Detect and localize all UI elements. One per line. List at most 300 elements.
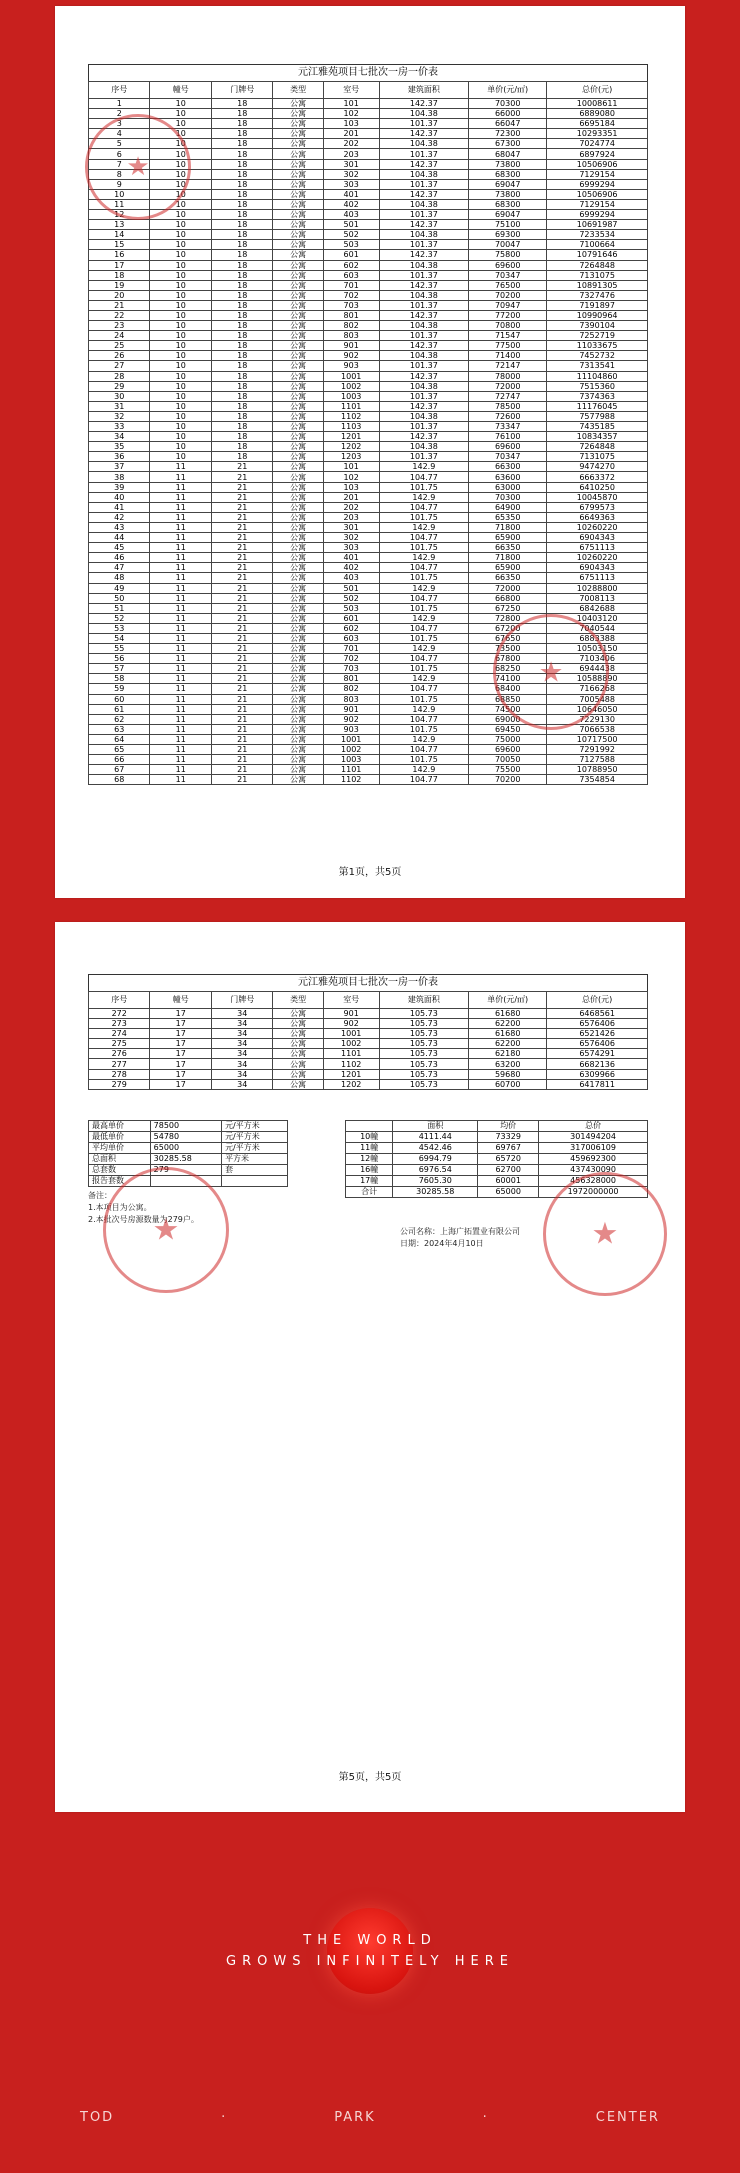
company-seal-stamp: ★ [85, 114, 191, 220]
table-cell: 公寓 [273, 482, 323, 492]
summary-cell: 279 [150, 1165, 221, 1176]
summary-row [89, 1132, 288, 1143]
table-cell: 21 [211, 714, 272, 724]
table-cell: 10788950 [547, 765, 648, 775]
summary-cell: 437430090 [539, 1165, 648, 1176]
table-cell: 11 [150, 664, 211, 674]
table-cell: 7233534 [547, 230, 648, 240]
summary-cell: 元/平方米 [222, 1121, 288, 1132]
summary-cell: 17幢 [346, 1176, 393, 1187]
table-cell: 6904343 [547, 563, 648, 573]
table-cell: 公寓 [273, 734, 323, 744]
table-cell: 70050 [469, 755, 547, 765]
table-cell: 101.37 [379, 422, 468, 432]
table-cell: 21 [211, 633, 272, 643]
table-cell: 142.37 [379, 371, 468, 381]
table-cell: 10 [150, 169, 211, 179]
table-cell: 68300 [469, 199, 547, 209]
table-cell: 1102 [323, 411, 379, 421]
table-cell: 21 [211, 573, 272, 583]
column-header: 幢号 [150, 82, 211, 99]
tagline-word: CENTER [595, 2110, 660, 2125]
table-cell: 公寓 [273, 512, 323, 522]
table-cell: 公寓 [273, 1069, 323, 1079]
table-cell: 10 [150, 401, 211, 411]
table-cell: 301 [323, 159, 379, 169]
table-cell: 7390104 [547, 321, 648, 331]
table-cell: 70347 [469, 270, 547, 280]
table-row [89, 765, 648, 775]
table-cell: 59680 [469, 1069, 547, 1079]
summary-cell: 元/平方米 [222, 1143, 288, 1154]
table-cell: 公寓 [273, 472, 323, 482]
table-cell: 35 [89, 442, 150, 452]
table-cell: 11 [150, 755, 211, 765]
table-cell: 403 [323, 573, 379, 583]
table-row [89, 734, 648, 744]
table-row [89, 462, 648, 472]
table-cell: 279 [89, 1079, 150, 1089]
table-cell: 402 [323, 199, 379, 209]
table-cell: 7131075 [547, 270, 648, 280]
table-cell: 10 [150, 149, 211, 159]
table-cell: 11 [150, 593, 211, 603]
table-cell: 142.9 [379, 644, 468, 654]
table-cell: 公寓 [273, 1049, 323, 1059]
table-cell: 7008113 [547, 593, 648, 603]
table-cell: 703 [323, 300, 379, 310]
table-cell: 53 [89, 623, 150, 633]
price-table-5 [88, 974, 648, 1090]
table-cell: 802 [323, 684, 379, 694]
table-cell: 公寓 [273, 684, 323, 694]
table-cell: 67650 [469, 633, 547, 643]
table-cell: 4 [89, 129, 150, 139]
table-row [89, 533, 648, 543]
table-cell: 51 [89, 603, 150, 613]
table-cell: 54 [89, 633, 150, 643]
summary-cell: 元/平方米 [222, 1132, 288, 1143]
table-cell: 55 [89, 644, 150, 654]
table-cell: 1102 [323, 775, 379, 785]
table-cell: 7024774 [547, 139, 648, 149]
table-cell: 21 [211, 644, 272, 654]
column-header: 总价(元) [547, 82, 648, 99]
page-number: 第5页，共5页 [338, 1772, 402, 1783]
table-cell: 71547 [469, 331, 547, 341]
table-cell: 1102 [323, 1059, 379, 1069]
table-cell: 17 [150, 1049, 211, 1059]
table-cell: 103 [323, 119, 379, 129]
table-cell: 49 [89, 583, 150, 593]
table-cell: 603 [323, 270, 379, 280]
table-cell: 9474270 [547, 462, 648, 472]
table-cell: 601 [323, 613, 379, 623]
table-cell: 69450 [469, 724, 547, 734]
table-cell: 101 [323, 462, 379, 472]
table-cell: 公寓 [273, 492, 323, 502]
summary-cell: 30285.58 [393, 1187, 478, 1198]
table-cell: 18 [211, 99, 272, 109]
table-cell: 65 [89, 745, 150, 755]
table-cell: 34 [211, 1059, 272, 1069]
table-cell: 101 [323, 99, 379, 109]
summary-cell: 301494204 [539, 1132, 648, 1143]
table-cell: 公寓 [273, 149, 323, 159]
table-cell: 6751113 [547, 573, 648, 583]
table-cell: 10 [150, 99, 211, 109]
table-cell: 43 [89, 522, 150, 532]
table-cell: 公寓 [273, 119, 323, 129]
table-cell: 10008611 [547, 99, 648, 109]
table-cell: 11 [150, 512, 211, 522]
table-cell: 68400 [469, 684, 547, 694]
table-cell: 18 [211, 442, 272, 452]
table-cell: 11 [150, 502, 211, 512]
table-cell: 601 [323, 250, 379, 260]
summary-row [89, 1121, 288, 1132]
table-cell: 142.9 [379, 704, 468, 714]
table-cell: 73347 [469, 422, 547, 432]
table-cell: 58 [89, 674, 150, 684]
table-cell: 17 [150, 1009, 211, 1019]
table-cell: 公寓 [273, 1009, 323, 1019]
table-cell: 29 [89, 381, 150, 391]
table-cell: 72747 [469, 391, 547, 401]
table-row [89, 240, 648, 250]
table-cell: 142.9 [379, 613, 468, 623]
table-cell: 74100 [469, 674, 547, 684]
table-cell: 101.37 [379, 300, 468, 310]
note-line: 1.本项目为公寓。 [88, 1203, 152, 1212]
table-cell: 68300 [469, 169, 547, 179]
table-cell: 1003 [323, 391, 379, 401]
table-cell: 76500 [469, 280, 547, 290]
table-cell: 104.38 [379, 381, 468, 391]
table-cell: 21 [211, 502, 272, 512]
table-cell: 公寓 [273, 331, 323, 341]
table-cell: 10 [150, 310, 211, 320]
table-cell: 10 [150, 109, 211, 119]
table-cell: 34 [211, 1019, 272, 1029]
column-header: 序号 [89, 992, 150, 1009]
table-cell: 277 [89, 1059, 150, 1069]
table-cell: 105.73 [379, 1029, 468, 1039]
column-header: 单价(元/㎡) [469, 82, 547, 99]
table-cell: 公寓 [273, 775, 323, 785]
table-cell: 42 [89, 512, 150, 522]
table-cell: 72000 [469, 583, 547, 593]
table-cell: 101.37 [379, 391, 468, 401]
notes-label: 备注： [88, 1191, 112, 1200]
table-row [89, 563, 648, 573]
table-cell: 公寓 [273, 543, 323, 553]
table-cell: 903 [323, 361, 379, 371]
table-cell: 6682136 [547, 1059, 648, 1069]
table-cell: 10260220 [547, 522, 648, 532]
table-cell: 105.73 [379, 1079, 468, 1089]
table-cell: 10834357 [547, 432, 648, 442]
table-row [89, 442, 648, 452]
slogan-line-1: THE WORLD [303, 1933, 437, 1948]
table-cell: 11 [150, 563, 211, 573]
table-cell: 21 [211, 755, 272, 765]
table-cell: 201 [323, 129, 379, 139]
table-cell: 11 [150, 745, 211, 755]
table-cell: 52 [89, 613, 150, 623]
table-cell: 10 [150, 159, 211, 169]
table-row [89, 371, 648, 381]
table-cell: 69047 [469, 179, 547, 189]
table-row [89, 472, 648, 482]
table-cell: 公寓 [273, 391, 323, 401]
table-cell: 公寓 [273, 300, 323, 310]
table-cell: 902 [323, 714, 379, 724]
column-header: 建筑面积 [379, 992, 468, 1009]
table-cell: 公寓 [273, 603, 323, 613]
table-cell: 301 [323, 522, 379, 532]
table-cell: 21 [211, 603, 272, 613]
table-cell: 101.37 [379, 119, 468, 129]
table-cell: 202 [323, 502, 379, 512]
table-cell: 10 [150, 179, 211, 189]
table-cell: 18 [211, 109, 272, 119]
table-cell: 公寓 [273, 664, 323, 674]
table-cell: 公寓 [273, 381, 323, 391]
table-cell: 75000 [469, 734, 547, 744]
tagline-separator: · [221, 2110, 228, 2125]
column-header: 总价(元) [547, 992, 648, 1009]
table-cell: 1101 [323, 765, 379, 775]
table-cell: 17 [150, 1069, 211, 1079]
table-cell: 104.77 [379, 775, 468, 785]
table-cell: 公寓 [273, 563, 323, 573]
table-cell: 72147 [469, 361, 547, 371]
table-cell: 69000 [469, 714, 547, 724]
table-cell: 6999294 [547, 179, 648, 189]
table-cell: 公寓 [273, 765, 323, 775]
table-cell: 21 [211, 593, 272, 603]
table-cell: 18 [211, 250, 272, 260]
table-cell: 10 [150, 290, 211, 300]
table-cell: 7040544 [547, 623, 648, 633]
table-cell: 77200 [469, 310, 547, 320]
table-cell: 7515360 [547, 381, 648, 391]
table-cell: 142.9 [379, 583, 468, 593]
summary-cell: 7605.30 [393, 1176, 478, 1187]
table-cell: 11 [150, 734, 211, 744]
table-cell: 1101 [323, 401, 379, 411]
table-cell: 66 [89, 755, 150, 765]
table-cell: 101.75 [379, 543, 468, 553]
table-cell: 18 [211, 260, 272, 270]
table-cell: 67250 [469, 603, 547, 613]
table-cell: 22 [89, 310, 150, 320]
table-cell: 142.37 [379, 432, 468, 442]
table-cell: 公寓 [273, 321, 323, 331]
price-table-grid [88, 991, 648, 1090]
table-cell: 67200 [469, 623, 547, 633]
table-cell: 18 [211, 189, 272, 199]
table-cell: 7374363 [547, 391, 648, 401]
table-cell: 11 [150, 522, 211, 532]
table-cell: 1002 [323, 381, 379, 391]
issue-date: 日期：2024年4月10日 [400, 1239, 484, 1248]
table-cell: 14 [89, 230, 150, 240]
table-cell: 11 [150, 633, 211, 643]
table-cell: 38 [89, 472, 150, 482]
table-cell: 公寓 [273, 310, 323, 320]
table-cell: 11 [150, 714, 211, 724]
table-cell: 10 [150, 250, 211, 260]
table-cell: 64 [89, 734, 150, 744]
table-cell: 902 [323, 351, 379, 361]
table-cell: 142.37 [379, 280, 468, 290]
table-cell: 105.73 [379, 1069, 468, 1079]
table-cell: 10 [150, 240, 211, 250]
table-cell: 11 [150, 775, 211, 785]
table-cell: 76100 [469, 432, 547, 442]
table-cell: 70300 [469, 99, 547, 109]
table-cell: 6663372 [547, 472, 648, 482]
table-cell: 10506906 [547, 189, 648, 199]
table-cell: 6944438 [547, 664, 648, 674]
table-cell: 18 [211, 381, 272, 391]
table-cell: 公寓 [273, 452, 323, 462]
table-cell: 18 [211, 159, 272, 169]
table-cell: 75500 [469, 765, 547, 775]
table-cell: 61680 [469, 1029, 547, 1039]
table-cell: 69600 [469, 745, 547, 755]
table-cell: 10 [150, 411, 211, 421]
table-cell: 7354854 [547, 775, 648, 785]
table-cell: 公寓 [273, 1029, 323, 1039]
table-cell: 10 [150, 139, 211, 149]
table-cell: 21 [211, 472, 272, 482]
table-cell: 70800 [469, 321, 547, 331]
summary-cell: 65720 [478, 1154, 539, 1165]
table-cell: 41 [89, 502, 150, 512]
table-cell: 公寓 [273, 422, 323, 432]
table-cell: 公寓 [273, 169, 323, 179]
table-cell: 10 [150, 452, 211, 462]
table-cell: 142.37 [379, 99, 468, 109]
table-cell: 10506906 [547, 159, 648, 169]
table-cell: 21 [211, 734, 272, 744]
table-cell: 公寓 [273, 99, 323, 109]
table-cell: 142.9 [379, 462, 468, 472]
summary-cell: 最高单价 [89, 1121, 151, 1132]
table-cell: 11104860 [547, 371, 648, 381]
table-cell: 公寓 [273, 644, 323, 654]
table-cell: 63600 [469, 472, 547, 482]
table-row [89, 300, 648, 310]
table-cell: 7264848 [547, 260, 648, 270]
table-cell: 21 [211, 775, 272, 785]
table-cell: 1101 [323, 1049, 379, 1059]
table-cell: 10691987 [547, 220, 648, 230]
table-cell: 6574291 [547, 1049, 648, 1059]
table-cell: 7131075 [547, 452, 648, 462]
table-cell: 66000 [469, 109, 547, 119]
table-cell: 70200 [469, 290, 547, 300]
table-cell: 11 [150, 472, 211, 482]
table-cell: 18 [211, 371, 272, 381]
summary-cell: 最低单价 [89, 1132, 151, 1143]
table-cell: 21 [211, 664, 272, 674]
document-page-1 [55, 6, 685, 898]
table-cell: 701 [323, 644, 379, 654]
table-cell: 75800 [469, 250, 547, 260]
table-cell: 11 [150, 462, 211, 472]
table-row [89, 331, 648, 341]
table-cell: 65900 [469, 533, 547, 543]
table-row [89, 1039, 648, 1049]
table-cell: 公寓 [273, 623, 323, 633]
table-cell: 105.73 [379, 1049, 468, 1059]
table-row [89, 210, 648, 220]
table-cell: 101.37 [379, 270, 468, 280]
table-cell: 10 [150, 331, 211, 341]
table-cell: 10 [150, 199, 211, 209]
table-cell: 68047 [469, 149, 547, 159]
table-cell: 18 [211, 432, 272, 442]
table-cell: 1002 [323, 745, 379, 755]
table-cell: 101.37 [379, 240, 468, 250]
table-cell: 公寓 [273, 1019, 323, 1029]
table-cell: 59 [89, 684, 150, 694]
table-cell: 32 [89, 411, 150, 421]
summary-row [346, 1132, 648, 1143]
table-cell: 10 [150, 270, 211, 280]
table-cell: 104.38 [379, 442, 468, 452]
table-cell: 21 [211, 724, 272, 734]
table-cell: 401 [323, 553, 379, 563]
summary-cell: 平方米 [222, 1154, 288, 1165]
table-cell: 104.38 [379, 169, 468, 179]
table-cell: 18 [211, 331, 272, 341]
summary-cell: 65000 [478, 1187, 539, 1198]
table-cell: 11 [150, 623, 211, 633]
table-cell: 142.9 [379, 553, 468, 563]
table-cell: 104.77 [379, 714, 468, 724]
table-cell: 272 [89, 1009, 150, 1019]
table-cell: 21 [211, 765, 272, 775]
table-cell: 11 [150, 573, 211, 583]
table-cell: 6799573 [547, 502, 648, 512]
table-cell: 公寓 [273, 755, 323, 765]
table-cell: 21 [211, 533, 272, 543]
table-cell: 142.9 [379, 734, 468, 744]
table-cell: 101.75 [379, 603, 468, 613]
table-cell: 7100664 [547, 240, 648, 250]
table-cell: 203 [323, 149, 379, 159]
table-cell: 70300 [469, 492, 547, 502]
table-row [89, 351, 648, 361]
table-cell: 104.38 [379, 199, 468, 209]
table-cell: 801 [323, 674, 379, 684]
table-cell: 105.73 [379, 1039, 468, 1049]
summary-header-cell: 面积 [393, 1121, 478, 1132]
table-cell: 10 [150, 210, 211, 220]
table-cell: 403 [323, 210, 379, 220]
table-row [89, 270, 648, 280]
table-cell: 1201 [323, 1069, 379, 1079]
table-cell: 101.75 [379, 664, 468, 674]
table-cell: 901 [323, 341, 379, 351]
table-cell: 104.77 [379, 684, 468, 694]
table-cell: 66350 [469, 573, 547, 583]
